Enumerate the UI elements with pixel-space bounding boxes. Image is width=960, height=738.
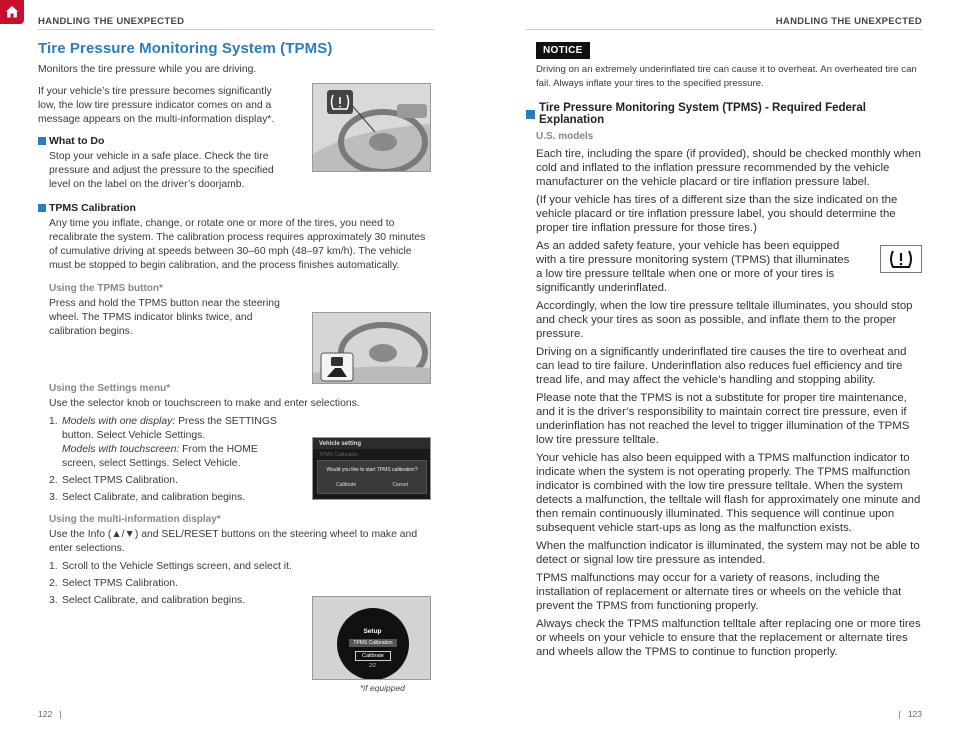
tpms-button-heading: Using the TPMS button* (49, 283, 163, 294)
home-button[interactable] (0, 0, 24, 24)
section-marker-icon (38, 137, 46, 145)
multi-info-steps (49, 560, 309, 608)
tpms-calibration-heading: TPMS Calibration (38, 202, 434, 214)
paragraph: Please note that the TPMS is not a substitute for proper tire maintenance, and it is the driver’s responsibility to maintain correct tire pressure, even if underinflation has not reached the level to trigger illumination of the TPMS low tire pressure telltale. (536, 392, 910, 446)
display-pager: 2/2 (369, 663, 376, 669)
paragraph: As an added safety feature, your vehicle has been equipped with a tire pressure monitoring system (TPMS) that illuminates a low tire pressure telltale when one or more of your tires is significantly underinflated. (536, 240, 850, 294)
low-pressure-text: If your vehicle’s tire pressure becomes significantly low, the low tire pressure indicator comes on and a message appears on the multi-information display*. (38, 86, 275, 125)
paragraph: When the malfunction indicator is illuminated, the system may not be able to detect or signal low tire pressure as intended. (536, 540, 920, 566)
paragraph: TPMS malfunctions may occur for a variety of reasons, including the installation of replacement or alternate tires or wheels on the vehicle that prevent the TPMS from functioning properly. (536, 572, 902, 612)
cancel-button[interactable]: Cancel (392, 482, 408, 488)
section-marker-icon (526, 110, 535, 119)
section-header-left: HANDLING THE UNEXPECTED (38, 16, 185, 27)
screen-row: TPMS Calibration (319, 452, 359, 458)
paragraph: Each tire, including the spare (if provided), should be checked monthly when cold and inflated to the inflation pressure recommended by the vehicle manufacturer on the vehicle placard or tire inflation pressure label. (536, 148, 921, 188)
tpms-button-text: Press and hold the TPMS button near the steering wheel. The TPMS indicator blinks twice, and calibration begins. (49, 298, 280, 337)
settings-steps (49, 415, 289, 505)
list-item: 3. Select Calibrate, and calibration begins. (49, 595, 246, 606)
calibrate-button[interactable]: Calibrate (336, 482, 357, 488)
us-models-label: U.S. models (536, 131, 594, 142)
what-to-do-text: Stop your vehicle in a safe place. Check the tire pressure and adjust the pressure to the specified level on the label on the driver’s doorjamb. (49, 151, 274, 190)
list-item: 1. Scroll to the Vehicle Settings screen, and select it. (49, 561, 292, 572)
list-item: 2. Select TPMS Calibration. (49, 578, 178, 589)
federal-explanation-heading: Tire Pressure Monitoring System (TPMS) - Required Federal Explanation (526, 102, 922, 126)
right-page (536, 40, 922, 663)
display-calibrate-button[interactable]: Calibrate (355, 651, 391, 661)
multi-info-display-image (312, 596, 431, 680)
paragraph: (If your vehicle has tires of a different size than the size indicated on the vehicle placard or tire inflation pressure label, you should determine the proper tire inflation pressure for those tires.) (536, 194, 898, 234)
footnote: *if equipped (360, 683, 405, 693)
calibration-question: Would you like to start TPMS calibration? (326, 467, 418, 473)
multi-info-display-intro: Use the Info (▲/▼) and SEL/RESET buttons on the steering wheel to make and enter selections. (49, 529, 418, 554)
section-marker-icon (38, 204, 46, 212)
paragraph: Your vehicle has also been equipped with a TPMS malfunction indicator to indicate when the system is not operating properly. The TPMS malfunction indicator is combined with the low tire pressure telltale. When the system detects a malfunction, the telltale will flash for approximately one minute and then remain continuously illuminated. This sequence will continue upon subsequent vehicle start-ups as long as the malfunction exists. (536, 452, 921, 534)
page-title: Tire Pressure Monitoring System (TPMS) (38, 40, 333, 57)
list-item: 3. Select Calibrate, and calibration begins. (49, 492, 246, 503)
dashboard-indicator-image (312, 83, 431, 172)
multi-info-display-heading: Using the multi-information display* (49, 514, 221, 525)
page-number-right: | 123 (898, 709, 922, 719)
notice-text: Driving on an extremely underinflated tire can cause it to overheat. An overheated tire can fail. Always inflate your tires to the specified pressure. (536, 64, 917, 89)
tpms-feature-block (536, 239, 922, 295)
page-number-left: 122 | (38, 709, 62, 719)
what-to-do-heading: What to Do (38, 135, 434, 147)
settings-menu-intro: Use the selector knob or touchscreen to make and enter selections. (49, 398, 360, 409)
tpms-calibration-text: Any time you inflate, change, or rotate one or more of the tires, you need to recalibrate the system. The calibration process requires approximately 30 minutes of cumulative driving at speeds between 30–60 mph (48–97 km/h). The vehicle must be stopped to begin calibration, and the process finishes automatically. (49, 218, 426, 271)
notice-badge: NOTICE (536, 42, 590, 59)
home-icon (4, 4, 20, 20)
screen-title: Vehicle setting (319, 440, 362, 447)
display-selected-line: TPMS Calibration (349, 639, 397, 647)
paragraph: Driving on a significantly underinflated tire causes the tire to overheat and can lead to tire failure. Underinflation also reduces fuel efficiency and tire tread life, and may affect the vehicle’s handling and stopping ability. (536, 346, 907, 386)
list-item: 1. Models with one display: Press the SETTINGS button. Select Vehicle Settings. Models with touchscreen: From the HOME screen, select Settings. Select Vehicle. (49, 416, 277, 469)
intro-text: Monitors the tire pressure while you are driving. (38, 64, 257, 75)
header-divider-left (38, 29, 434, 30)
settings-menu-heading: Using the Settings menu* (49, 383, 171, 394)
list-item: 2. Select TPMS Calibration. (49, 475, 178, 486)
low-tire-pressure-icon (881, 246, 921, 272)
low-tire-pressure-telltale (880, 245, 922, 273)
tpms-button-image (312, 312, 431, 384)
settings-screen-image (312, 437, 431, 500)
section-header-right: HANDLING THE UNEXPECTED (775, 16, 922, 27)
paragraph: Always check the TPMS malfunction telltale after replacing one or more tires or wheels on your vehicle to ensure that the replacement or alternate tires and wheels allow the TPMS to continue to function properly. (536, 618, 921, 658)
header-divider-right (526, 29, 922, 30)
paragraph: Accordingly, when the low tire pressure telltale illuminates, you should stop and check your tires as soon as possible, and inflate them to the proper pressure. (536, 300, 913, 340)
display-title: Setup (363, 628, 382, 635)
